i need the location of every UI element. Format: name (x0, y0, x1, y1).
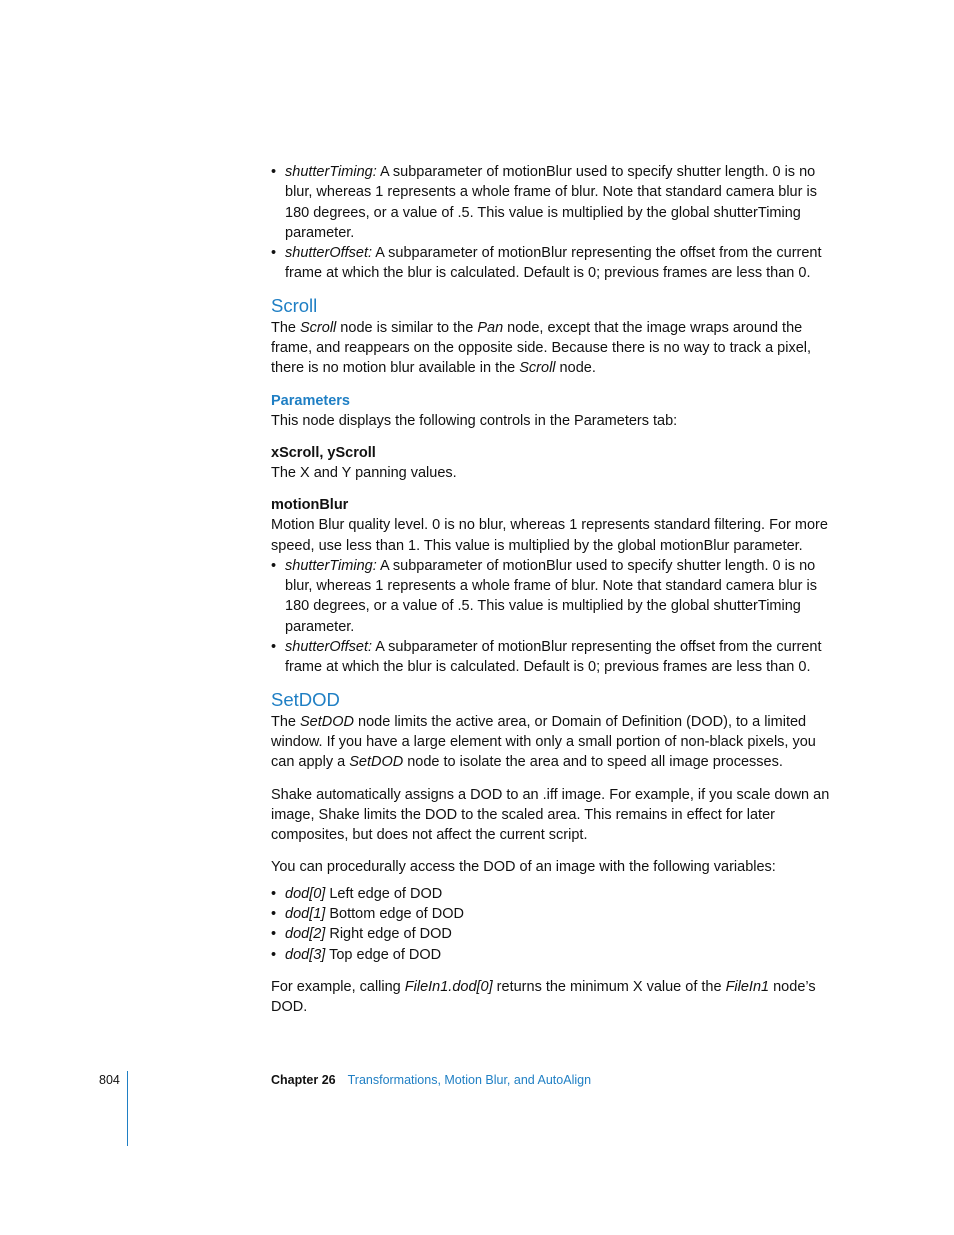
setdod-paragraph-4: For example, calling FileIn1.dod[0] returns the minimum X value of the FileIn1 node’s DOD. (271, 978, 816, 1016)
bullet-term: shutterTiming: (285, 164, 377, 180)
scroll-intro: The Scroll node is similar to the Pan node, except that the image wraps around the frame, and reappears on the opposite side. Because there is no way to track a pixel, there is no motion blur available in the Scroll node. (271, 319, 812, 377)
setdod-paragraph-3: You can procedurally access the DOD of an image with the following variables: (271, 859, 776, 876)
page-content (271, 162, 831, 1018)
bullet-text: A subparameter of motionBlur used to specify shutter length. 0 is no blur, whereas 1 represents a whole frame of blur. Note that standard camera blur is 180 degrees, or a value of .5. This value is multiplied by the global shutterTiming parameter. (285, 557, 817, 635)
motionblur-bullet-list (271, 556, 831, 678)
list-item: • dod[2] Right edge of DOD (271, 924, 831, 944)
page-number: 804 (99, 1073, 120, 1087)
setdod-paragraph-2: Shake automatically assigns a DOD to an .iff image. For example, if you scale down an image, Shake limits the DOD to the scaled area. This remains in effect for later composites, but does not affect the current script. (271, 786, 830, 844)
chapter-footer (271, 1073, 591, 1087)
xscroll-heading: xScroll, yScroll (271, 444, 376, 461)
list-item (271, 243, 831, 284)
bullet-text: A subparameter of motionBlur used to specify shutter length. 0 is no blur, whereas 1 represents a whole frame of blur. Note that standard camera blur is 180 degrees, or a value of .5. This value is multiplied by the global shutterTiming parameter. (285, 164, 817, 241)
dod-variable-list (271, 884, 831, 965)
parameters-intro: This node displays the following controls in the Parameters tab: (271, 412, 678, 429)
setdod-paragraph-1: The SetDOD node limits the active area, or Domain of Definition (DOD), to a limited window. If you have a large element with only a small portion of non-black pixels, you can apply a SetDOD node to isolate the area and to speed all image processes. (271, 713, 816, 771)
chapter-title: Transformations, Motion Blur, and AutoAlign (347, 1073, 592, 1087)
list-item: • dod[3] Top edge of DOD (271, 945, 831, 965)
footer-divider (127, 1071, 128, 1146)
list-item (271, 556, 831, 637)
setdod-heading: SetDOD (271, 688, 340, 710)
bullet-text: A subparameter of motionBlur representing the offset from the current frame at which the blur is calculated. Default is 0; previous frames are less than 0. (285, 639, 822, 676)
list-item: • dod[0] Left edge of DOD (271, 884, 831, 904)
bullet-text: A subparameter of motionBlur representing the offset from the current frame at which the blur is calculated. Default is 0; previous frames are less than 0. (285, 245, 822, 282)
motionblur-description: Motion Blur quality level. 0 is no blur, whereas 1 represents standard filtering. For more speed, use less than 1. This value is multiplied by the global motionBlur parameter. (271, 517, 828, 554)
xscroll-description: The X and Y panning values. (271, 464, 457, 481)
list-item (271, 162, 831, 243)
motionblur-heading: motionBlur (271, 497, 349, 514)
list-item (271, 637, 831, 678)
bullet-term: shutterOffset: (285, 639, 373, 656)
scroll-heading: Scroll (271, 294, 318, 316)
list-item: • dod[1] Bottom edge of DOD (271, 904, 831, 924)
parameters-heading: Parameters (271, 392, 350, 409)
intro-bullet-list (271, 162, 831, 284)
bullet-term: shutterTiming: (285, 557, 377, 574)
bullet-term: shutterOffset: (285, 245, 373, 262)
chapter-label: Chapter 26 (271, 1073, 336, 1087)
